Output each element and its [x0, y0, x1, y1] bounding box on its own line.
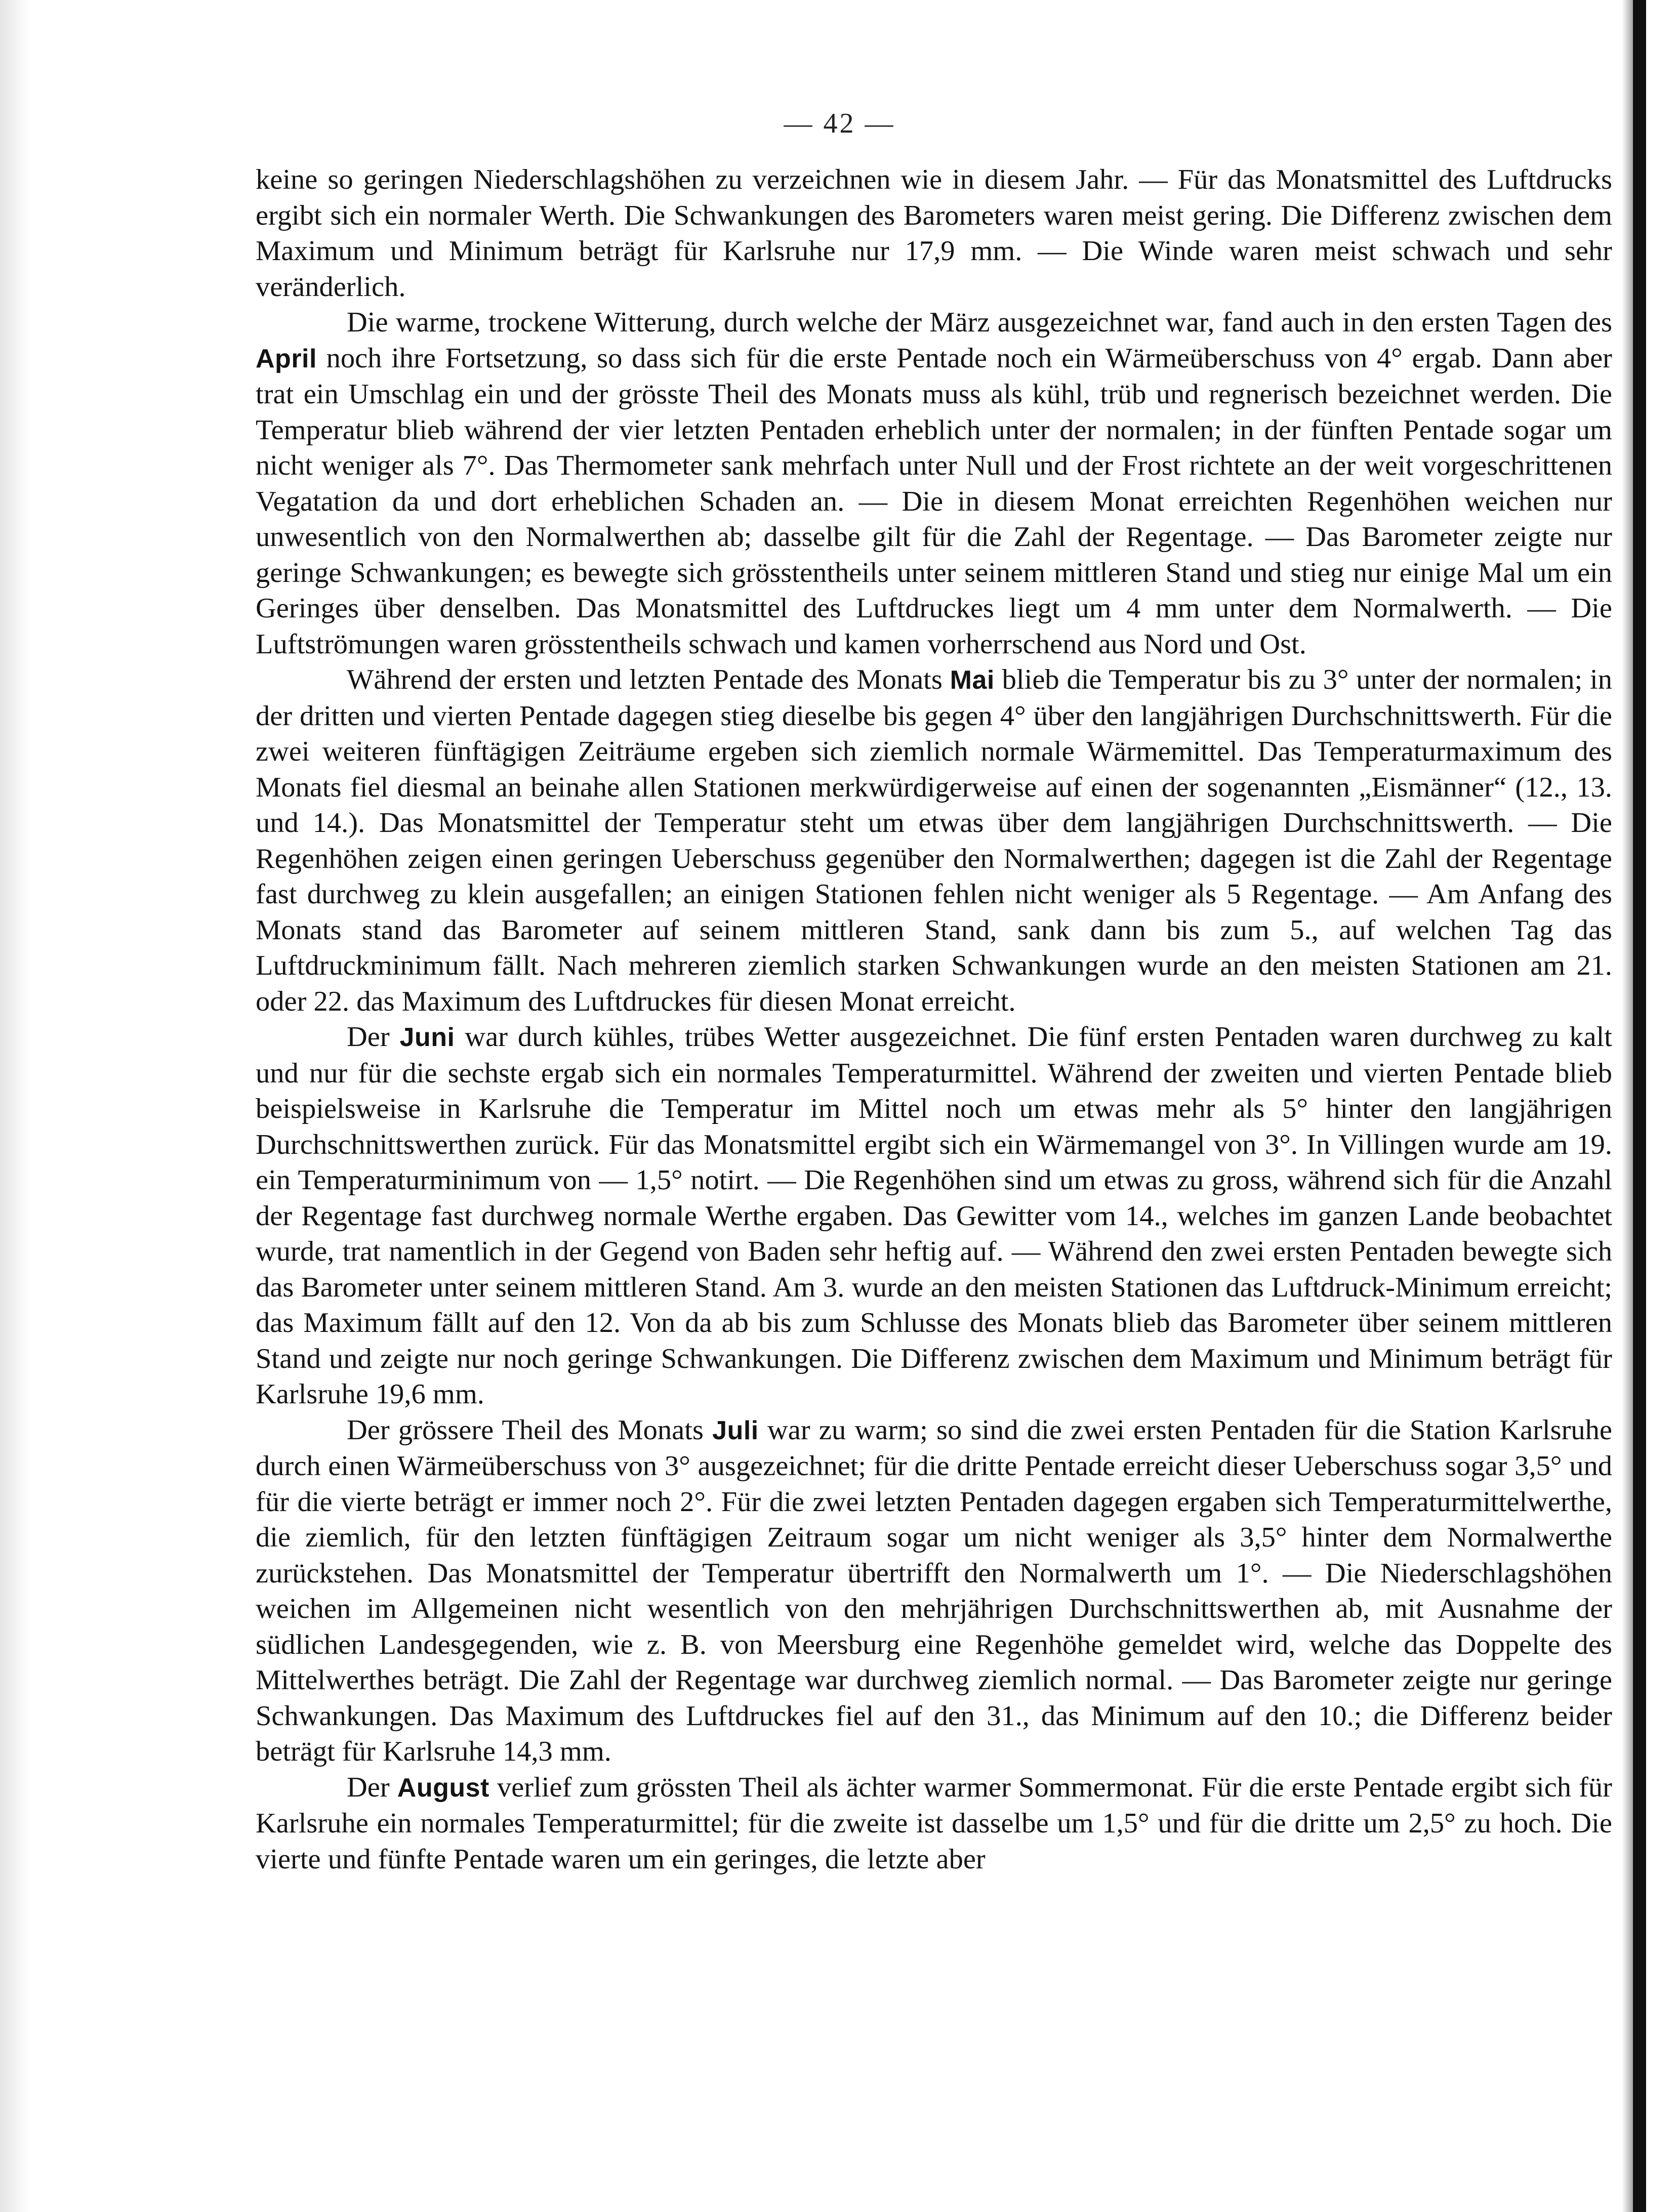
paragraph-text: Die warme, trockene Witterung, durch welche der März ausgezeichnet war, fand auch in den ersten Tagen des [347, 307, 1612, 338]
paragraph-text: Der grössere Theil des Monats [347, 1414, 713, 1446]
paragraph-juni [256, 1019, 1612, 1412]
month-heading-august: August [397, 1773, 489, 1803]
paragraph-text: Während der ersten und letzten Pentade des Monats [347, 664, 950, 695]
page-number: — 42 — [784, 108, 895, 139]
paragraph-august [256, 1770, 1612, 1877]
paragraph-text: war durch kühles, trübes Wetter ausgezeichnet. Die fünf ersten Pentaden waren durchweg zu kalt und nur für die sechste ergab sich ein normales Temperaturmittel. Während der zweiten und vierten Pentade blieb beispielsweise in Karlsruhe die Temperatur im Mittel noch um etwas mehr als 5° hinter den langjährigen Durchschnittswerthen zurück. Für das Monatsmittel ergibt sich ein Wärmemangel von 3°. In Villingen wurde am 19. ein Temperaturminimum von — 1,5° notirt. — Die Regenhöhen sind um etwas zu gross, während sich für die Anzahl der Regentage fast durchweg normale Werthe ergaben. Das Gewitter vom 14., welches im ganzen Lande beobachtet wurde, trat namentlich in der Gegend von Baden sehr heftig auf. — Während den zwei ersten Pentaden bewegte sich das Barometer unter seinem mittleren Stand. Am 3. wurde an den meisten Stationen das Luftdruck-Minimum erreicht; das Maximum fällt auf den 12. Von da ab bis zum Schlusse des Monats blieb das Barometer über seinem mittleren Stand und zeigte nur noch geringe Schwankungen. Die Differenz zwischen dem Maximum und Minimum beträgt für Karlsruhe 19,6 mm. [256, 1021, 1612, 1410]
body-text [256, 162, 1612, 1877]
paragraph-juli [256, 1412, 1612, 1770]
month-heading-juni: Juni [399, 1023, 455, 1052]
paragraph-april [256, 305, 1612, 662]
paragraph-text: keine so geringen Niederschlagshöhen zu verzeichnen wie in diesem Jahr. — Für das Monatsmittel des Luftdrucks ergibt sich ein normaler Werth. Die Schwankungen des Barometers waren meist gering. Die Differenz zwischen dem Maximum und Minimum beträgt für Karlsruhe nur 17,9 mm. — Die Winde waren meist schwach und sehr veränderlich. [256, 164, 1612, 303]
month-heading-juli: Juli [712, 1415, 759, 1445]
paragraph-text: blieb die Temperatur bis zu 3° unter der normalen; in der dritten und vierten Pentade dagegen stieg dieselbe bis gegen 4° über den langjährigen Durchschnittswerth. Für die zwei weiteren fünftägigen Zeiträume ergeben sich ziemlich normale Wärmemittel. Das Temperaturmaximum des Monats fiel diesmal an beinahe allen Stationen merkwürdigerweise auf einen der sogenannten „Eismänner“ (12., 13. und 14.). Das Monatsmittel der Temperatur steht um etwas über dem langjährigen Durchschnittswerth. — Die Regenhöhen zeigen einen geringen Ueberschuss gegenüber den Normalwerthen; dagegen ist die Zahl der Regentage fast durchweg zu klein ausgefallen; an einigen Stationen fehlen nicht weniger als 5 Regentage. — Am Anfang des Monats stand das Barometer auf seinem mittleren Stand, sank dann bis zum 5., auf welchen Tag das Luftdruckminimum fällt. Nach mehreren ziemlich starken Schwankungen wurde an den meisten Stationen am 21. oder 22. das Maximum des Luftdruckes für diesen Monat erreicht. [256, 664, 1612, 1017]
month-heading-mai: Mai [950, 665, 995, 695]
left-page-shadow [0, 0, 30, 2212]
paragraph-text: noch ihre Fortsetzung, so dass sich für die erste Pentade noch ein Wärmeüberschuss von 4° ergab. Dann aber trat ein Umschlag ein und der grösste Theil des Monats muss als kühl, trüb und regnerisch bezeichnet werden. Die Temperatur blieb während der vier letzten Pentaden erheblich unter der normalen; in der fünften Pentade sogar um nicht weniger als 7°. Das Thermometer sank mehrfach unter Null und der Frost richtete an der weit vorgeschrittenen Vegatation da und dort erheblichen Schaden an. — Die in diesem Monat erreichten Regenhöhen weichen nur unwesentlich von den Normalwerthen ab; dasselbe gilt für die Zahl der Regentage. — Das Barometer zeigte nur geringe Schwankungen; es bewegte sich grösstentheils unter seinem mittleren Stand und stieg nur einige Mal um ein Geringes über denselben. Das Monatsmittel des Luftdruckes liegt um 4 mm unter dem Normalwerth. — Die Luftströmungen waren grösstentheils schwach und kamen vorherrschend aus Nord und Ost. [256, 342, 1612, 660]
paragraph-text: Der [347, 1771, 397, 1803]
month-heading-april: April [256, 344, 317, 373]
right-edge-gradient [1622, 0, 1633, 2212]
paragraph-continuation [256, 162, 1612, 305]
paragraph-text: Der [347, 1021, 400, 1053]
paragraph-text: verlief zum grössten Theil als ächter warmer Sommermonat. Für die erste Pentade ergibt sich für Karlsruhe ein normales Temperaturmittel; für die zweite ist dasselbe um 1,5° und für die dritte um 2,5° zu hoch. Die vierte und fünfte Pentade waren um ein geringes, die letzte aber [256, 1771, 1612, 1875]
right-page-edge [1633, 0, 1646, 2212]
paragraph-text: war zu warm; so sind die zwei ersten Pentaden für die Station Karlsruhe durch einen Wärmeüberschuss von 3° ausgezeichnet; für die dritte Pentade erreicht dieser Ueberschuss sogar 3,5° und für die vierte beträgt er immer noch 2°. Für die zwei letzten Pentaden dagegen ergaben sich Temperaturmittelwerthe, die ziemlich, für den letzten fünftägigen Zeitraum sogar um nicht weniger als 3,5° hinter dem Normalwerthe zurückstehen. Das Monatsmittel der Temperatur übertrifft den Normalwerth um 1°. — Die Niederschlagshöhen weichen im Allgemeinen nicht wesentlich von den mehrjährigen Durchschnittswerthen ab, mit Ausnahme der südlichen Landesgegenden, wie z. B. von Meersburg eine Regenhöhe gemeldet wird, welche das Doppelte des Mittelwerthes beträgt. Die Zahl der Regentage war durchweg ziemlich normal. — Das Barometer zeigte nur geringe Schwankungen. Das Maximum des Luftdruckes fiel auf den 31., das Minimum auf den 10.; die Differenz beider beträgt für Karlsruhe 14,3 mm. [256, 1414, 1612, 1767]
paragraph-mai [256, 662, 1612, 1019]
